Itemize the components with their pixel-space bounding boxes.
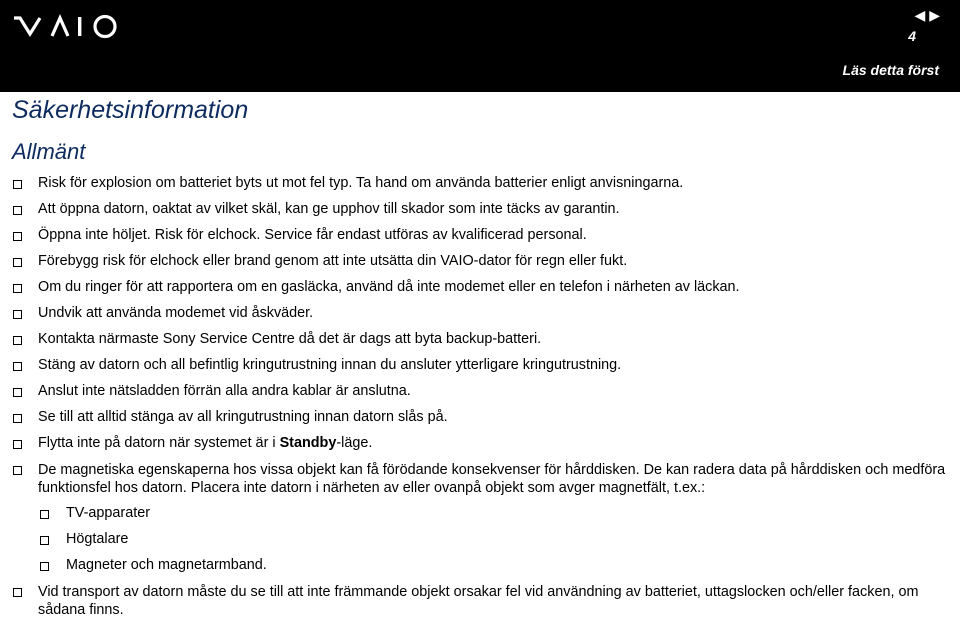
bullet-checkbox-icon	[13, 414, 22, 423]
bullet-checkbox-icon	[13, 310, 22, 319]
bullet-checkbox-icon	[13, 362, 22, 371]
list-item-standby	[38, 435, 372, 451]
list-item: Se till att alltid stänga av all kringutrustning innan datorn slås på.	[38, 409, 448, 425]
arrow-right-icon[interactable]: ▶	[929, 7, 940, 23]
section-link[interactable]: Läs detta först	[842, 62, 939, 78]
bullet-checkbox-icon	[13, 180, 22, 189]
header-bar	[0, 0, 960, 92]
list-item-magnetic: De magnetiska egenskaperna hos vissa objekt kan få förödande konsekvenser för hårddisken. De kan radera data på hårddisken och medföra funktionsfel hos datorn. Placera inte datorn i närheten av eller ovanpå objekt som avger magnetfält, t.ex.:	[38, 462, 946, 496]
list-item: Förebygg risk för elchock eller brand genom att inte utsätta din VAIO-dator för regn eller fukt.	[38, 253, 628, 269]
standby-term: Standby	[279, 435, 337, 451]
page-number: 4	[908, 28, 916, 44]
list-item: Stäng av datorn och all befintlig kringutrustning innan du ansluter ytterligare kringutrustning.	[38, 357, 622, 373]
bullet-checkbox-icon	[13, 336, 22, 345]
bullet-checkbox-icon	[13, 588, 22, 597]
vaio-logo	[12, 10, 122, 42]
sub-list-item: Magneter och magnetarmband.	[66, 557, 267, 573]
list-item: Om du ringer för att rapportera om en gasläcka, använd då inte modemet eller en telefon i närheten av läckan.	[38, 279, 740, 295]
bullet-checkbox-icon	[13, 232, 22, 241]
standby-text-after: -läge.	[336, 435, 373, 451]
list-item: Anslut inte nätsladden förrän alla andra kablar är anslutna.	[38, 383, 411, 399]
bullet-checkbox-icon	[13, 206, 22, 215]
arrow-left-icon[interactable]: ◀	[914, 7, 926, 23]
list-item-transport: Vid transport av datorn måste du se till att inte främmande objekt orsakar fel vid användning av batteriet, uttagslocken och/eller facken, om sådana finns.	[38, 584, 919, 618]
sub-bullet-checkbox-icon	[40, 510, 49, 519]
list-item: Att öppna datorn, oaktat av vilket skäl, kan ge upphov till skador som inte täcks av garantin.	[38, 201, 620, 217]
sub-bullet-checkbox-icon	[40, 562, 49, 571]
bullet-checkbox-icon	[13, 258, 22, 267]
sub-list-item: Högtalare	[66, 531, 129, 547]
bullet-checkbox-icon	[13, 466, 22, 475]
bullet-checkbox-icon	[13, 440, 22, 449]
standby-text-before: Flytta inte på datorn när systemet är i	[38, 435, 280, 451]
list-item: Risk för explosion om batteriet byts ut mot fel typ. Ta hand om använda batterier enligt anvisningarna.	[38, 175, 684, 191]
bullet-checkbox-icon	[13, 388, 22, 397]
list-item: Kontakta närmaste Sony Service Centre då det är dags att byta backup-batteri.	[38, 331, 542, 347]
section-heading: Allmänt	[12, 139, 86, 164]
page-navigation	[914, 8, 940, 22]
sub-list-item: TV-apparater	[66, 505, 150, 521]
sub-bullet-checkbox-icon	[40, 536, 49, 545]
page-title: Säkerhetsinformation	[12, 96, 249, 124]
bullet-checkbox-icon	[13, 284, 22, 293]
list-item: Öppna inte höljet. Risk för elchock. Service får endast utföras av kvalificerad personal.	[38, 227, 587, 243]
list-item: Undvik att använda modemet vid åskväder.	[38, 305, 314, 321]
